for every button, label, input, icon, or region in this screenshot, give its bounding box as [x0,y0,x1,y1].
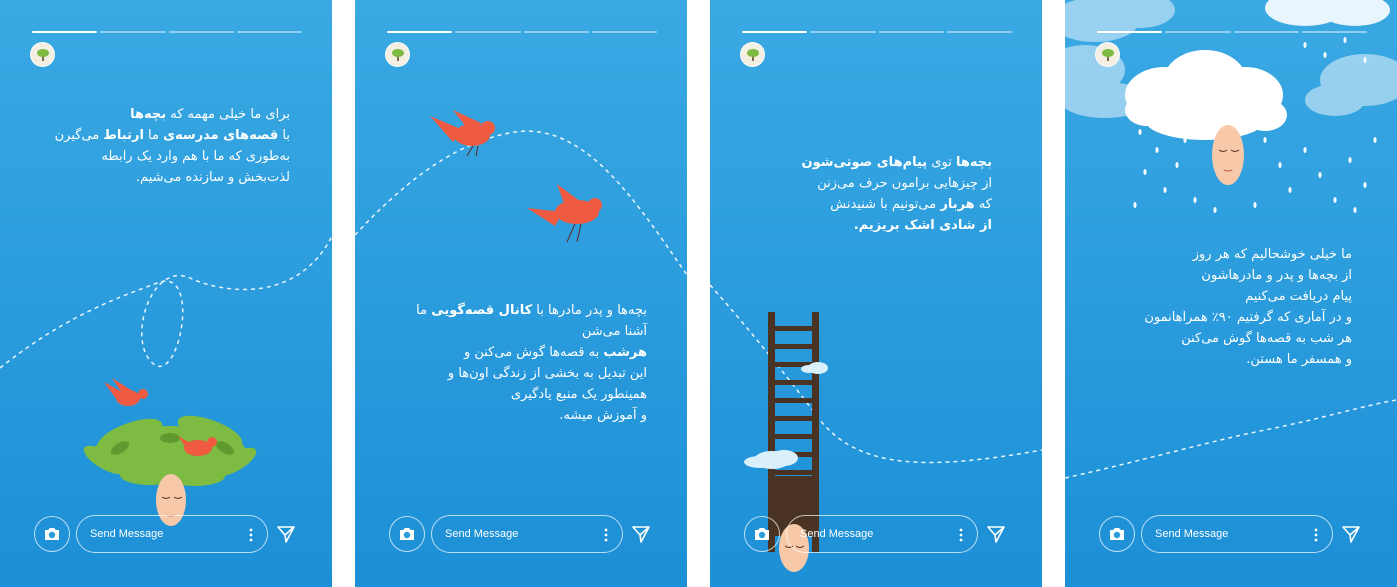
send-message-input[interactable] [76,515,268,553]
caption-line: بچه‌ها توی پیام‌های صوتی‌شون [801,155,992,170]
more-vertical-icon[interactable] [1314,528,1318,542]
camera-button[interactable] [744,516,780,552]
caption-line: آشنا می‌شن [581,324,647,339]
tree-logo-icon [1100,47,1116,63]
story-illustration [0,0,332,587]
story-progress [1097,31,1367,33]
camera-icon [43,526,61,542]
caption-line: از چیزهایی براموں حرف می‌زنن [817,176,992,191]
more-vertical-icon[interactable] [249,528,253,542]
more-vertical-icon[interactable] [604,528,608,542]
caption-line: و همسفر ما هستن. [1246,352,1352,367]
caption-line: لذت‌بخش و سازنده می‌شیم. [135,170,290,185]
message-placeholder: Send Message [445,528,519,540]
caption-line: این تبدیل به بخشی از زندگی اون‌ها و [447,366,647,381]
progress-segment [1302,31,1367,33]
story-illustration [710,0,1042,587]
camera-icon [398,526,416,542]
send-message-input[interactable] [1141,515,1333,553]
story-caption [1085,244,1352,370]
message-placeholder: Send Message [1155,528,1229,540]
caption-line: و آموزش میشه. [559,408,647,423]
caption-line: پیام دریافت می‌کنیم [1245,289,1352,304]
story-reply-bar [710,515,1042,555]
caption-line: با قصه‌های مدرسه‌ی ما ارتباط می‌گیرن [54,128,290,143]
send-icon[interactable] [631,524,651,544]
camera-button[interactable] [34,516,70,552]
story-caption [375,300,647,426]
message-placeholder: Send Message [90,528,164,540]
story-card-4[interactable] [1065,0,1397,587]
profile-avatar[interactable] [1095,42,1120,67]
caption-line: و در آماری که گرفتیم ۹۰٪ همراهانمون [1144,310,1352,325]
story-card-1[interactable] [0,0,332,587]
send-icon[interactable] [986,524,1006,544]
message-placeholder: Send Message [800,528,874,540]
caption-line: هر شب به قصه‌ها گوش می‌کنن [1181,331,1352,346]
camera-button[interactable] [389,516,425,552]
send-message-input[interactable] [786,515,978,553]
story-reply-bar [355,515,687,555]
progress-segment [1097,31,1162,33]
caption-line: از بچه‌ها و پدر و مادرهاشون [1201,268,1352,283]
caption-line: بچه‌ها و پدر مادرها با کانال قصه‌گویی ما [416,303,647,318]
caption-line: به‌طوری که ما با هم وارد یک رابطه [101,149,290,164]
story-reply-bar [1065,515,1397,555]
more-vertical-icon[interactable] [959,528,963,542]
story-reply-bar [0,515,332,555]
story-illustration [355,0,687,587]
camera-button[interactable] [1099,516,1135,552]
progress-segment [1165,31,1230,33]
story-card-3[interactable] [710,0,1042,587]
send-message-input[interactable] [431,515,623,553]
caption-line: همینطور یک منبع یادگیری [510,387,647,402]
camera-icon [753,526,771,542]
story-caption [20,104,290,188]
caption-line: از شادی اشک بریزیم. [853,218,992,233]
story-caption [730,152,992,236]
send-icon[interactable] [1341,524,1361,544]
caption-line: که هربار می‌تونیم با شنیدنش [830,197,992,212]
send-icon[interactable] [276,524,296,544]
camera-icon [1108,526,1126,542]
progress-segment [1234,31,1299,33]
caption-line: هرشب به قصه‌ها گوش می‌کنن و [463,345,647,360]
story-card-2[interactable] [355,0,687,587]
caption-line: ما خیلی خوشحالیم که هر روز [1192,247,1352,262]
caption-line: برای ما خیلی مهمه که بچه‌ها [130,107,290,122]
